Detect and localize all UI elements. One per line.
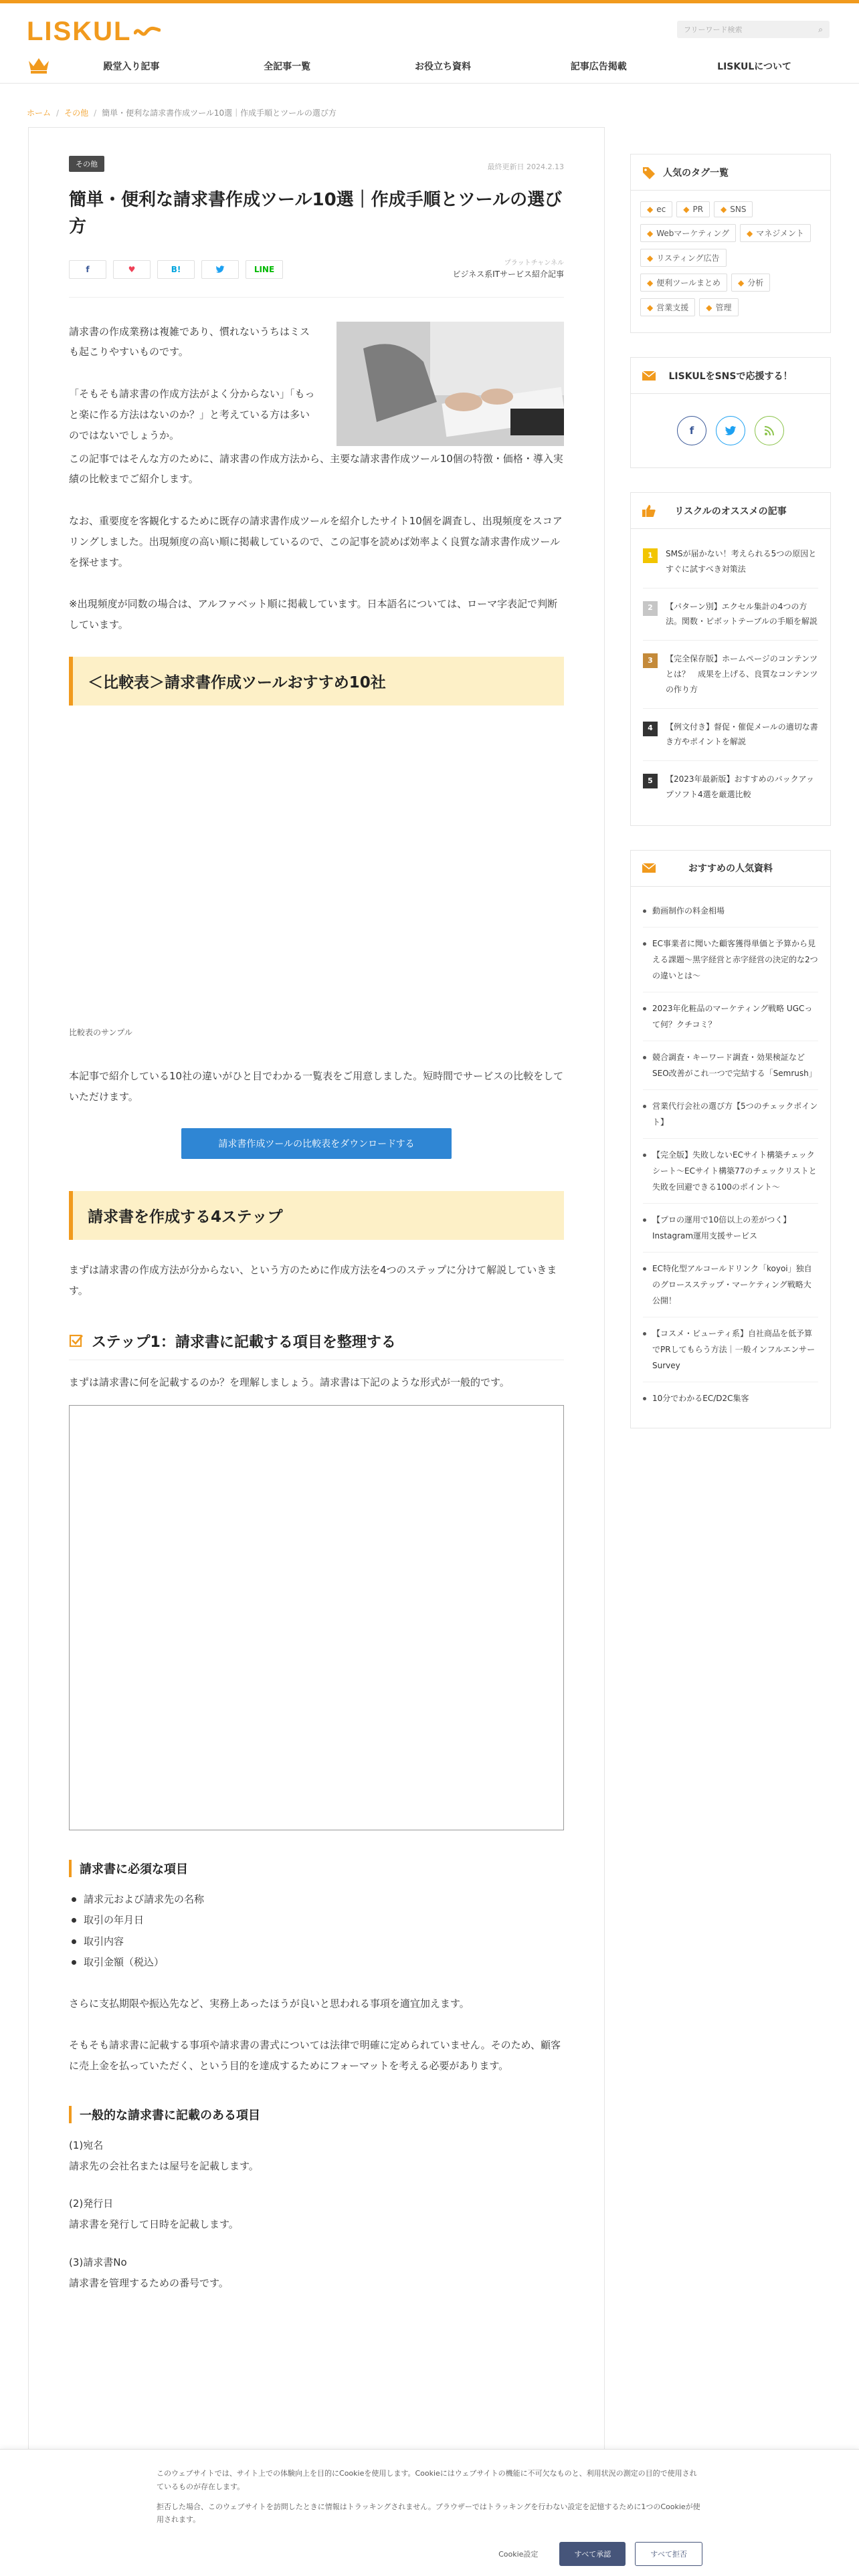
docs-widget: [630, 850, 831, 1428]
tag-icon: ◆: [647, 228, 654, 238]
doc-link[interactable]: 動画制作の料金相場: [643, 895, 818, 928]
cookie-text-2: 拒否した場合、このウェブサイトを訪問したときに情報はトラッキングされません。ブラウザーではトラッキングを行わない設定を記憶するために1つのCookieが使用されます。: [157, 2502, 700, 2525]
tag-link[interactable]: [676, 201, 710, 217]
body-paragraph: ※出現頻度が同数の場合は、アルファベット順に掲載しています。日本語名については、ローマ字表記で判断しています。: [69, 598, 558, 631]
search-icon[interactable]: ⌕: [818, 24, 823, 34]
tag-link[interactable]: [699, 298, 738, 316]
tag-label: 分析: [747, 278, 764, 288]
tag-icon: [642, 166, 656, 179]
body-paragraph: なお、重要度を客観化するために既存の請求書作成ツールを紹介したサイト10個を調査し、出現頻度をスコアリングしました。出現頻度の高い順に掲載しているので、この記事を読めば効率よく良質な請求書作成ツールを探せます。: [69, 515, 563, 568]
rank-text: 【2023年最新版】おすすめのバックアップソフト4選を厳選比較: [666, 774, 814, 799]
article-content: [69, 156, 564, 2311]
body-paragraph: さらに支払期限や振込先など、実務上あったほうが良いと思われる事項を適宜加えます。: [69, 1997, 470, 2010]
rank-badge: 4: [643, 722, 658, 736]
comparison-table-image: [69, 706, 564, 1027]
tag-label: リスティング広告: [656, 253, 720, 263]
general-item: [69, 2135, 564, 2177]
tags-widget: [630, 154, 831, 333]
nav-item-ad-listing[interactable]: 記事広告掲載: [570, 62, 627, 72]
image-caption: 比較表のサンプル: [69, 1027, 132, 1037]
tag-icon: ◆: [647, 302, 654, 312]
doc-link[interactable]: 競合調査・キーワード調査・効果検証などSEO改善がこれ一つで完結する「Semrush」: [643, 1041, 818, 1090]
sns-icons: [631, 394, 830, 467]
twitter-icon[interactable]: [716, 416, 745, 445]
body-paragraph: そもそも請求書に記載する事項や請求書の書式については法律で明確に定められていません。そのため、顧客に売上金を払っていただく、という目的を達成するためにフォーマットを考える必要があります。: [69, 2039, 561, 2072]
tag-icon: ◆: [738, 278, 745, 288]
doc-link[interactable]: 2023年化粧品のマーケティング戦略 UGCって何？クチコミ？: [643, 992, 818, 1041]
breadcrumb-separator: /: [56, 108, 60, 118]
breadcrumb-category[interactable]: その他: [64, 108, 89, 118]
h4-general-items: 一般的な請求書に記載のある項目: [69, 2106, 564, 2123]
list-item: 請求元および請求先の名称: [69, 1889, 564, 1911]
h3-step1: [69, 1331, 564, 1360]
cookie-text: [157, 2467, 702, 2533]
sidebar: [630, 154, 831, 1453]
author-name[interactable]: ビジネス系ITサービス紹介記事: [452, 269, 564, 279]
twitter-icon: [215, 265, 225, 274]
nav-item-resources[interactable]: お役立ち資料: [414, 62, 471, 72]
general-item-body: 請求書を管理するための番号です。: [69, 2276, 229, 2289]
tag-label: 管理: [715, 303, 732, 312]
download-comparison-button[interactable]: 請求書作成ツールの比較表をダウンロードする: [181, 1128, 452, 1159]
hatena-share-button[interactable]: B!: [157, 260, 195, 279]
tag-icon: ◆: [706, 302, 712, 312]
article-card: [28, 127, 605, 2576]
doc-link[interactable]: 10分でわかるEC/D2C集客: [643, 1382, 818, 1414]
ranking-item[interactable]: [643, 761, 818, 813]
category-badge[interactable]: その他: [69, 156, 104, 172]
ranking-item[interactable]: [643, 588, 818, 641]
article-title: 簡単・便利な請求書作成ツール10選｜作成手順とツールの選び方: [69, 190, 563, 237]
ranking-item[interactable]: [643, 536, 818, 588]
tag-link[interactable]: [640, 298, 695, 316]
tags-title: 人気のタグ一覧: [663, 167, 729, 179]
intro-section: [69, 322, 564, 449]
mail-icon: [642, 862, 656, 874]
h2-comparison: ＜比較表＞請求書作成ツールおすすめ10社: [69, 657, 564, 706]
nav-item-featured[interactable]: 殿堂入り記事: [103, 62, 160, 72]
doc-link[interactable]: 【プロの運用で10倍以上の差がつく】Instagram運用支援サービス: [643, 1204, 818, 1253]
tag-link[interactable]: [714, 201, 753, 217]
invoice-sample-image: [69, 1405, 564, 1830]
rss-icon[interactable]: [755, 416, 784, 445]
tag-label: PR: [692, 205, 704, 214]
tag-label: ec: [656, 205, 666, 214]
intro-paragraph: 「そもそも請求書の作成方法がよく分からない」「もっと楽に作る方法はないのか？」と考えている方は多いのではないでしょうか。: [69, 388, 315, 441]
cookie-buttons: [486, 2542, 702, 2566]
tag-icon: ◆: [721, 205, 727, 214]
tag-link[interactable]: [640, 224, 736, 242]
tag-link[interactable]: [640, 274, 727, 292]
doc-link[interactable]: 【コスメ・ビューティ系】自社商品を低予算でPRしてもらう方法｜一般インフルエンサーSurvey: [643, 1317, 818, 1382]
breadcrumb-current: 簡単・便利な請求書作成ツール10選｜作成手順とツールの選び方: [102, 108, 337, 118]
general-item-body: 請求書を発行して日時を記載します。: [69, 2218, 239, 2231]
list-item: 取引の年月日: [69, 1910, 564, 1931]
h2-steps: 請求書を作成する4ステップ: [69, 1191, 564, 1240]
tag-label: 営業支援: [656, 303, 689, 312]
breadcrumb: [27, 107, 337, 118]
ranking-item[interactable]: [643, 709, 818, 762]
thumbs-up-icon: [642, 504, 656, 518]
rank-badge: 3: [643, 653, 658, 668]
nav-item-all-articles[interactable]: 全記事一覧: [264, 62, 311, 72]
intro-paragraph: 請求書の作成業務は複雑であり、慣れないうちはミスも起こりやすいものです。: [69, 325, 310, 358]
tag-icon: ◆: [647, 253, 654, 263]
doc-link[interactable]: EC特化型アルコールドリンク「koyoi」独自のグロースステップ・マーケティング戦略大公開！: [643, 1253, 818, 1317]
sns-widget: [630, 357, 831, 468]
list-item: 取引内容: [69, 1931, 564, 1953]
cookie-text-1: このウェブサイトでは、サイト上での体験向上を目的にCookieを使用します。Cookieにはウェブサイトの機能に不可欠なものと、利用状況の測定の目的で使用されているものが存在します。: [157, 2469, 697, 2491]
widget-title: [631, 851, 830, 887]
site-header: [0, 3, 859, 72]
ranking-list: [631, 529, 830, 825]
body-paragraph: この記事ではそんな方のために、請求書の作成方法から、主要な請求書作成ツール10個の特徴・価格・導入実績の比較までご紹介します。: [69, 452, 563, 486]
tag-icon: ◆: [647, 205, 654, 214]
facebook-share-button[interactable]: f: [69, 260, 106, 279]
cookie-accept-button[interactable]: すべて承認: [559, 2542, 626, 2566]
general-item: [69, 2252, 564, 2294]
updated-date: 最終更新日 2024.2.13: [487, 163, 564, 171]
tag-cloud: [631, 191, 830, 332]
general-item-head: (3)請求書No: [69, 2256, 127, 2268]
tag-label: SNS: [730, 205, 747, 214]
logo-text: LISKUL: [27, 17, 132, 46]
doc-link[interactable]: 営業代行会社の選び方【5つのチェックポイント】: [643, 1090, 818, 1139]
step1-paragraph: まずは請求書に何を記載するのか？を理解しましょう。請求書は下記のような形式が一般的です。: [69, 1376, 510, 1388]
rank-text: 【完全保存版】ホームページのコンテンツとは？ 成果を上げる、良質なコンテンツの作り方: [666, 654, 818, 694]
rank-badge: 2: [643, 601, 658, 616]
breadcrumb-separator: /: [94, 108, 97, 118]
rank-badge: 1: [643, 548, 658, 563]
twitter-share-button[interactable]: [201, 260, 239, 279]
search-placeholder: フリーワード検索: [684, 25, 743, 34]
tag-icon: ◆: [683, 205, 690, 214]
general-item-body: 請求先の会社名または屋号を記載します。: [69, 2159, 259, 2172]
pocket-share-button[interactable]: ♥: [113, 260, 151, 279]
title-divider: [69, 297, 564, 298]
doc-link[interactable]: EC事業者に聞いた顧客獲得単価と予算から見える課題〜黒字経営と赤字経営の決定的な2つの違いとは〜: [643, 928, 818, 992]
nav-divider: [0, 83, 859, 84]
doc-link[interactable]: 【完全版】失敗しないECサイト構築チェックシート〜ECサイト構築77のチェックリストと失敗を回避できる100のポイント〜: [643, 1139, 818, 1204]
mail-icon: [642, 370, 656, 382]
intro-image: [337, 322, 564, 446]
breadcrumb-home[interactable]: ホーム: [27, 108, 52, 118]
tag-link[interactable]: [640, 249, 727, 267]
h4-required-items: 請求書に必須な項目: [69, 1860, 564, 1877]
general-item-head: (1)宛名: [69, 2139, 104, 2151]
global-nav: [0, 54, 859, 81]
tag-label: マネジメント: [756, 229, 804, 238]
steps-paragraph: まずは請求書の作成方法が分からない、という方のために作成方法を4つのステップに分けて解説していきます。: [69, 1264, 557, 1297]
tag-link[interactable]: [740, 224, 811, 242]
docs-list: [631, 887, 830, 1428]
general-item: [69, 2193, 564, 2235]
ranking-title: リスクルのオススメの記事: [674, 506, 787, 517]
nav-item-about[interactable]: LISKULについて: [717, 62, 791, 72]
compare-paragraph: 本記事で紹介している10社の違いがひと目でわかる一覧表をご用意しました。短時間でサービスの比較をしていただけます。: [69, 1069, 564, 1103]
h3-step1-text: ステップ1：請求書に記載する項目を整理する: [92, 1333, 396, 1351]
cookie-settings-button[interactable]: Cookie設定: [498, 2550, 539, 2559]
rank-text: 【パターン別】エクセル集計の4つの方法。関数・ピボットテーブルの手順を解説: [666, 601, 818, 627]
cookie-reject-button[interactable]: すべて拒否: [635, 2542, 702, 2566]
line-share-button[interactable]: LINE: [246, 260, 283, 279]
list-item: 取引金額（税込）: [69, 1952, 564, 1973]
sns-title: LISKULをSNSで応援する！: [668, 370, 793, 382]
author-info: [452, 257, 564, 280]
ranking-widget: [630, 492, 831, 826]
tag-link[interactable]: [640, 201, 672, 217]
tag-icon: ◆: [746, 228, 753, 238]
required-items-list: [69, 1889, 564, 1973]
logo-swoosh-icon: [134, 23, 161, 41]
rank-text: SMSが届かない！考えられる5つの原因とすぐに試すべき対策法: [666, 549, 817, 574]
tag-link[interactable]: [731, 274, 770, 292]
widget-title: [631, 358, 830, 394]
rank-text: 【例文付き】督促・催促メールの適切な書き方やポイントを解説: [666, 722, 818, 747]
docs-title: おすすめの人気資料: [688, 863, 773, 875]
site-logo[interactable]: [27, 17, 161, 47]
keyboard-typing-illustration: [337, 322, 564, 446]
checkbox-icon: [69, 1333, 84, 1348]
rank-badge: 5: [643, 774, 658, 788]
widget-title: [631, 493, 830, 529]
facebook-icon[interactable]: f: [677, 416, 706, 445]
tag-label: Webマーケティング: [656, 229, 729, 238]
widget-title: [631, 154, 830, 191]
author-label: プラットチャンネル: [504, 259, 564, 267]
search-input[interactable]: [677, 21, 830, 38]
share-buttons: [69, 259, 564, 280]
tag-label: 便利ツールまとめ: [656, 278, 721, 288]
ranking-item[interactable]: [643, 641, 818, 708]
general-item-head: (2)発行日: [69, 2197, 114, 2210]
cookie-banner: [0, 2449, 859, 2576]
tag-icon: ◆: [647, 278, 654, 288]
